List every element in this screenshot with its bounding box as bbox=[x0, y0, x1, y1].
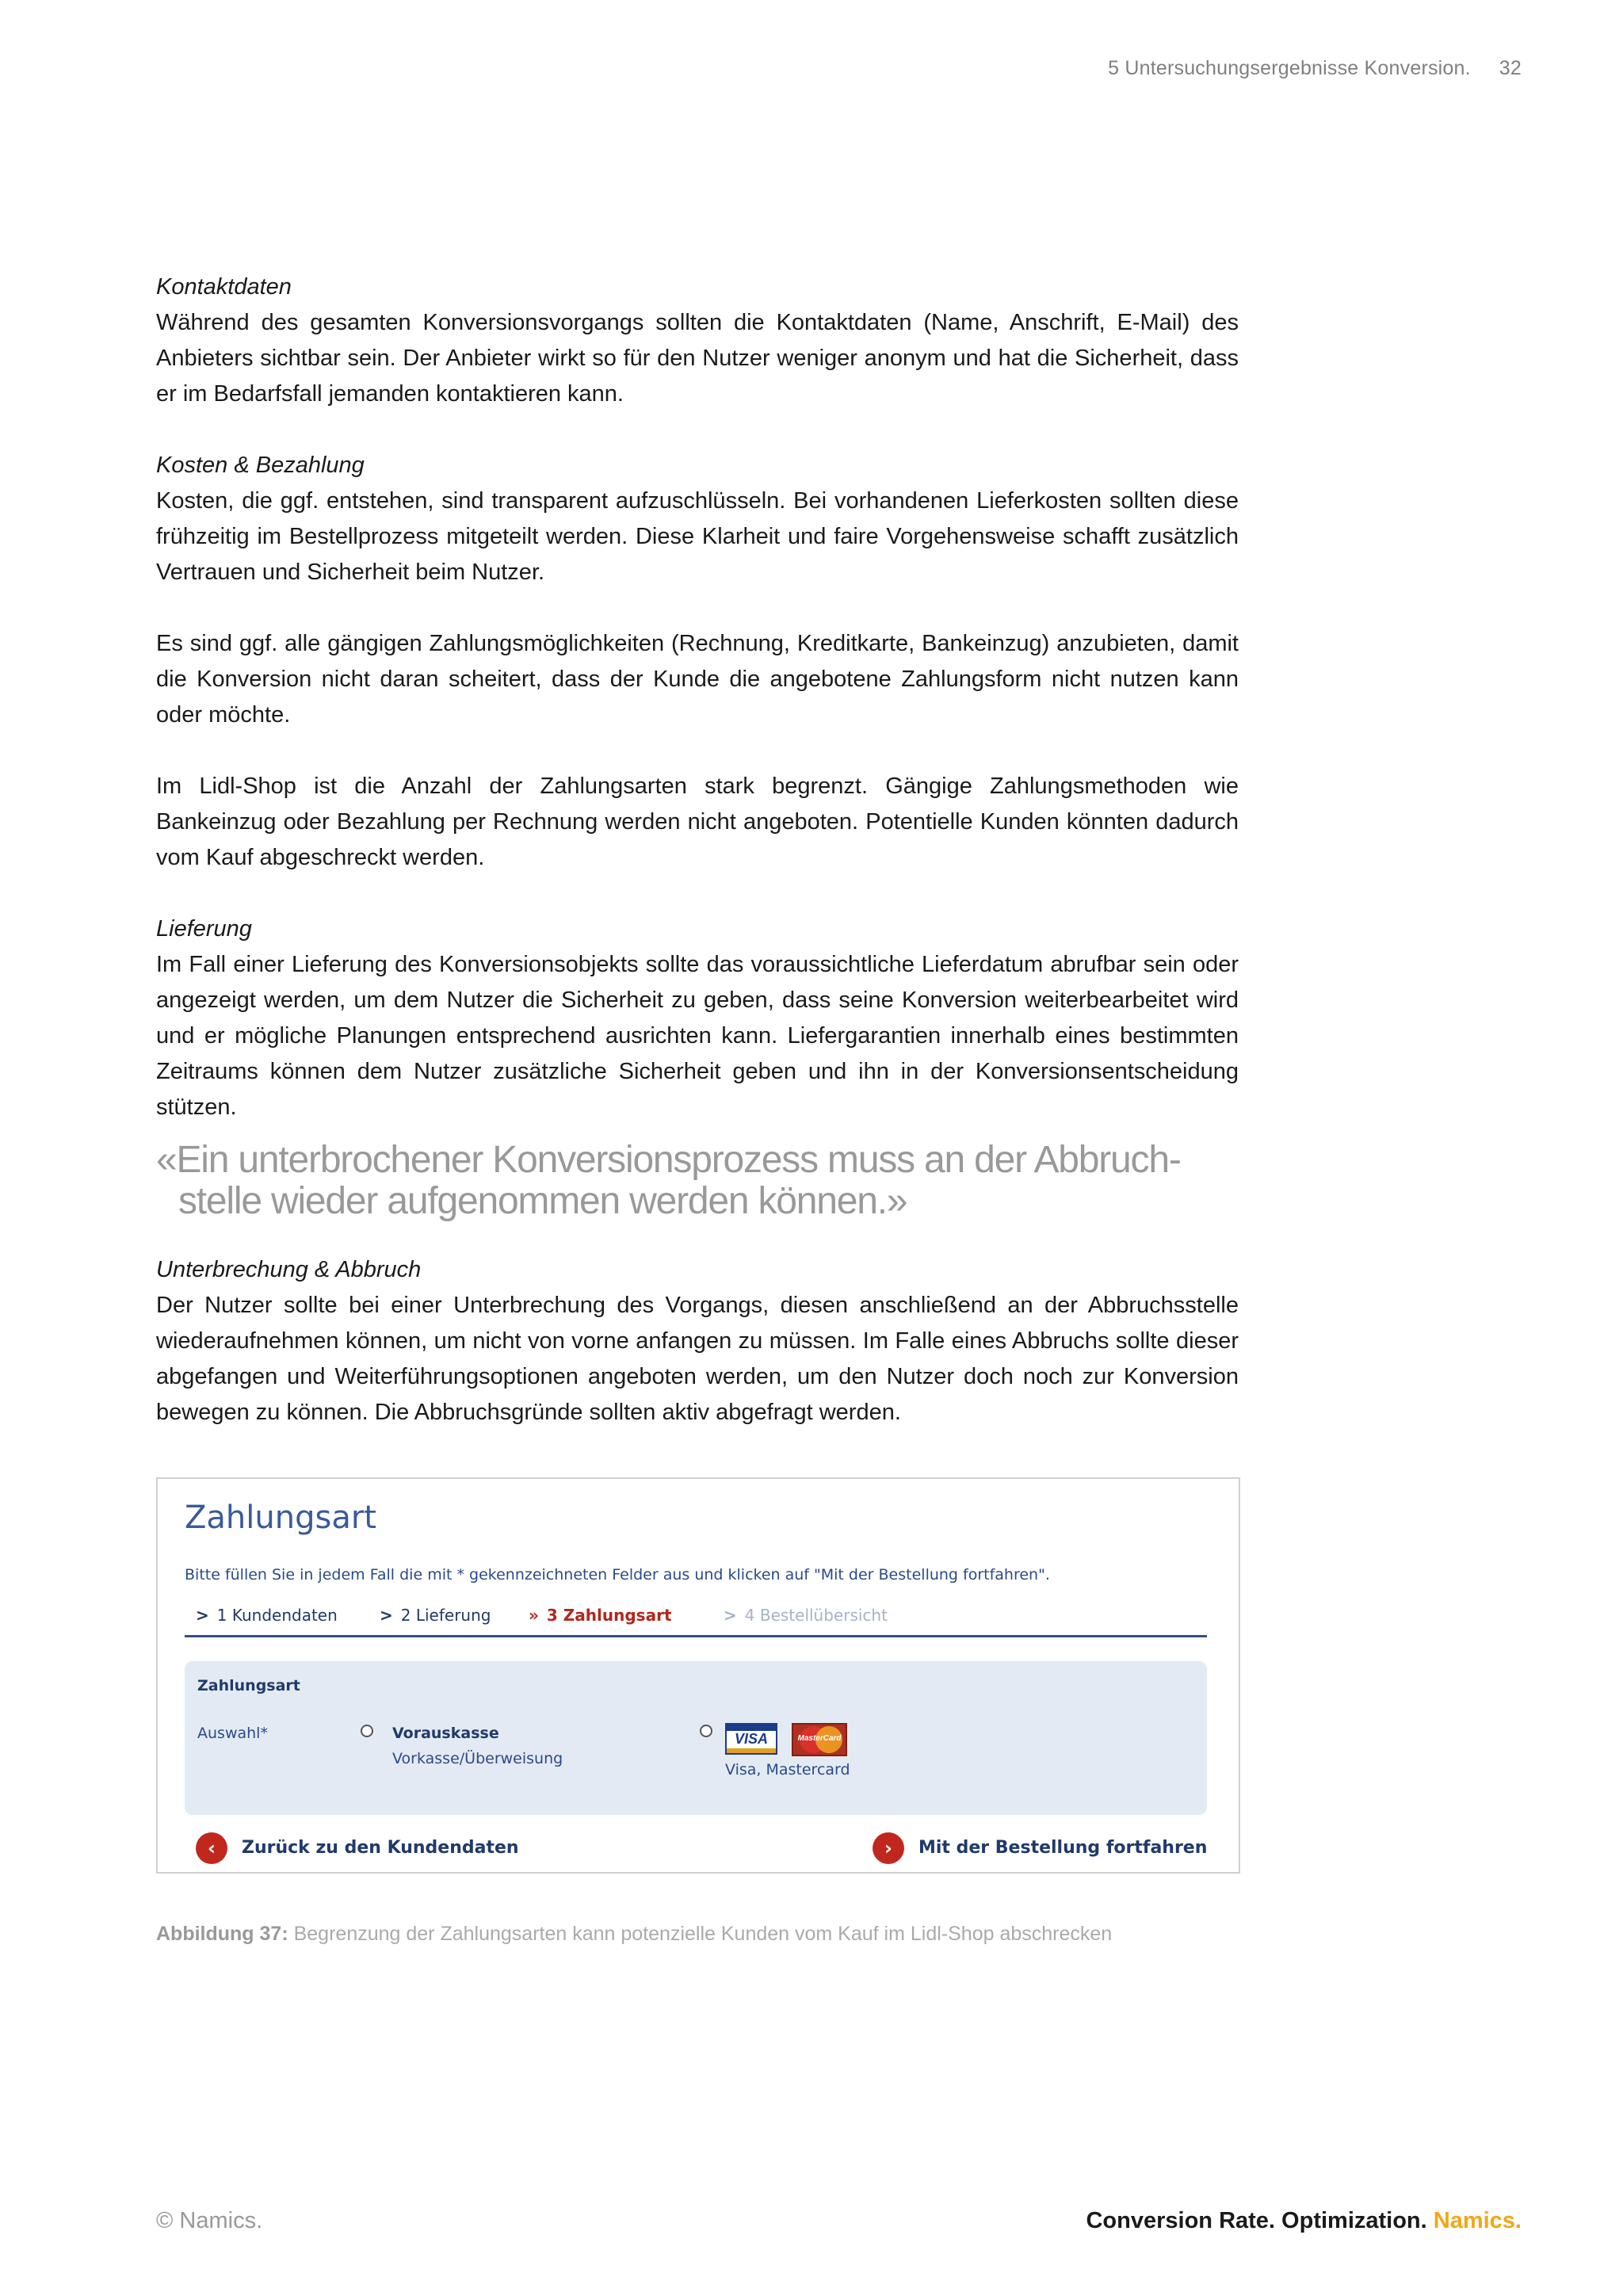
running-head-section: 5 Untersuchungsergebnisse Konversion. bbox=[1108, 57, 1471, 79]
radio-vorauskasse[interactable] bbox=[361, 1725, 373, 1737]
visa-logo bbox=[725, 1723, 777, 1755]
step-label: 3 Zahlungsart bbox=[546, 1606, 672, 1625]
chevron-right-icon: > bbox=[724, 1606, 737, 1625]
page-number: 32 bbox=[1499, 57, 1522, 79]
footer-tagline-text: Conversion Rate. Optimization. bbox=[1086, 2208, 1434, 2233]
back-button-label: Zurück zu den Kundendaten bbox=[242, 1838, 519, 1858]
checkout-steps bbox=[185, 1606, 1207, 1637]
visa-logo-text: VISA bbox=[734, 1731, 768, 1747]
continue-order-button[interactable] bbox=[873, 1832, 1207, 1864]
step-label: 2 Lieferung bbox=[400, 1606, 491, 1625]
paragraph: Im Lidl-Shop ist die Anzahl der Zahlungsarten stark begrenzt. Gängige Zahlungsmethoden wie Bankeinzug oder Bezahlung per Rechnung werden nicht angeboten. Potentielle Kunden könnten dadurch vom Kauf abgeschreckt werden. bbox=[156, 774, 1239, 870]
radio-creditcard[interactable] bbox=[700, 1725, 712, 1737]
figure-instruction: Bitte füllen Sie in jedem Fall die mit * gekennzeichneten Felder aus und klicken auf "Mit der Bestellung fortfahren". bbox=[185, 1566, 1050, 1584]
continue-order-label: Mit der Bestellung fortfahren bbox=[918, 1838, 1208, 1858]
step-label: 4 Bestellübersicht bbox=[744, 1606, 888, 1625]
running-head bbox=[1108, 57, 1522, 80]
step-kundendaten[interactable] bbox=[196, 1606, 338, 1625]
step-bestelluebersicht bbox=[724, 1606, 888, 1625]
paragraph: Der Nutzer sollte bei einer Unterbrechung des Vorgangs, diesen anschließend an der Abbruchsstelle wiederaufnehmen können, um nicht von vorne anfangen zu müssen. Im Falle eines Abbruchs sollte dieser abgefangen und Weiterführungsoptionen angeboten werden, um den Nutzer doch noch zur Konversion bewegen zu können. Die Abbruchsgründe sollten aktiv abgefragt werden. bbox=[156, 1293, 1239, 1425]
pull-quote-line-2: stelle wieder aufgenommen werden können.» bbox=[178, 1180, 907, 1222]
paragraph: Während des gesamten Konversionsvorgangs sollten die Kontaktdaten (Name, Anschrift, E-Mail) des Anbieters sichtbar sein. Der Anbieter wirkt so für den Nutzer weniger anonym und hat die Sicherheit, dass er im Bedarfsfall jemanden kontaktieren kann. bbox=[156, 310, 1239, 407]
section-unterbrechung-abbruch bbox=[156, 1252, 1239, 1431]
paragraph: Kosten, die ggf. entstehen, sind transparent aufzuschlüsseln. Bei vorhandenen Lieferkosten sollten diese frühzeitig im Bestellprozess mitgeteilt werden. Diese Klarheit und faire Vorgehensweise schafft zusätzlich Vertrauen und Sicherheit beim Nutzer. bbox=[156, 488, 1239, 585]
mastercard-logo-text: MasterCard bbox=[797, 1734, 842, 1743]
pull-quote bbox=[156, 1140, 1239, 1222]
option-creditcard-sublabel: Visa, Mastercard bbox=[725, 1761, 850, 1778]
pull-quote-line-1: «Ein unterbrochener Konversionsprozess muss an der Abbruch- bbox=[156, 1139, 1181, 1181]
chevron-right-icon: > bbox=[196, 1606, 209, 1625]
section-kosten-bezahlung bbox=[156, 448, 1239, 876]
payment-panel bbox=[185, 1661, 1207, 1815]
section-title: Kosten & Bezahlung bbox=[156, 453, 365, 478]
payment-screenshot-figure bbox=[156, 1477, 1240, 1874]
option-vorauskasse-sublabel: Vorkasse/Überweisung bbox=[392, 1750, 563, 1767]
figure-title: Zahlungsart bbox=[185, 1499, 376, 1536]
mastercard-logo bbox=[792, 1723, 847, 1756]
footer-copyright: © Namics. bbox=[156, 2208, 263, 2233]
chevron-right-icon: > bbox=[380, 1606, 393, 1625]
section-lieferung bbox=[156, 911, 1239, 1125]
panel-title: Zahlungsart bbox=[197, 1677, 300, 1694]
arrow-right-icon: › bbox=[873, 1832, 904, 1864]
arrow-left-icon: ‹ bbox=[196, 1832, 227, 1864]
selection-label: Auswahl* bbox=[197, 1725, 268, 1742]
main-content bbox=[156, 269, 1239, 1431]
footer-tagline bbox=[1086, 2208, 1522, 2234]
section-kontaktdaten bbox=[156, 269, 1239, 412]
footer-brand: Namics. bbox=[1433, 2208, 1522, 2233]
paragraph: Es sind ggf. alle gängigen Zahlungsmöglichkeiten (Rechnung, Kreditkarte, Bankeinzug) anzubieten, damit die Konversion nicht daran scheitert, dass der Kunde die angebotene Zahlungsform nicht nutzen kann oder möchte. bbox=[156, 631, 1239, 728]
double-chevron-right-icon: » bbox=[529, 1606, 539, 1625]
section-title: Lieferung bbox=[156, 916, 252, 942]
step-lieferung[interactable] bbox=[380, 1606, 491, 1625]
step-label: 1 Kundendaten bbox=[216, 1606, 338, 1625]
step-zahlungsart[interactable] bbox=[529, 1606, 672, 1625]
paragraph: Im Fall einer Lieferung des Konversionsobjekts sollte das voraussichtliche Lieferdatum abrufbar sein oder angezeigt werden, um dem Nutzer die Sicherheit zu geben, dass seine Konversion weiterbearbeitet wird und er mögliche Planungen entsprechend ausrichten kann. Liefergarantien innerhalb eines bestimmten Zeitraums können dem Nutzer zusätzliche Sicherheit geben und ihn in der Konversionsentscheidung stützen. bbox=[156, 952, 1239, 1120]
caption-label: Abbildung 37: bbox=[156, 1923, 288, 1945]
section-title: Unterbrechung & Abbruch bbox=[156, 1257, 422, 1282]
figure-caption bbox=[156, 1923, 1112, 1946]
caption-text: Begrenzung der Zahlungsarten kann potenzielle Kunden vom Kauf im Lidl-Shop abschrecken bbox=[288, 1923, 1113, 1945]
back-button[interactable] bbox=[196, 1832, 519, 1864]
section-title: Kontaktdaten bbox=[156, 274, 292, 300]
option-vorauskasse-label: Vorauskasse bbox=[392, 1725, 499, 1742]
